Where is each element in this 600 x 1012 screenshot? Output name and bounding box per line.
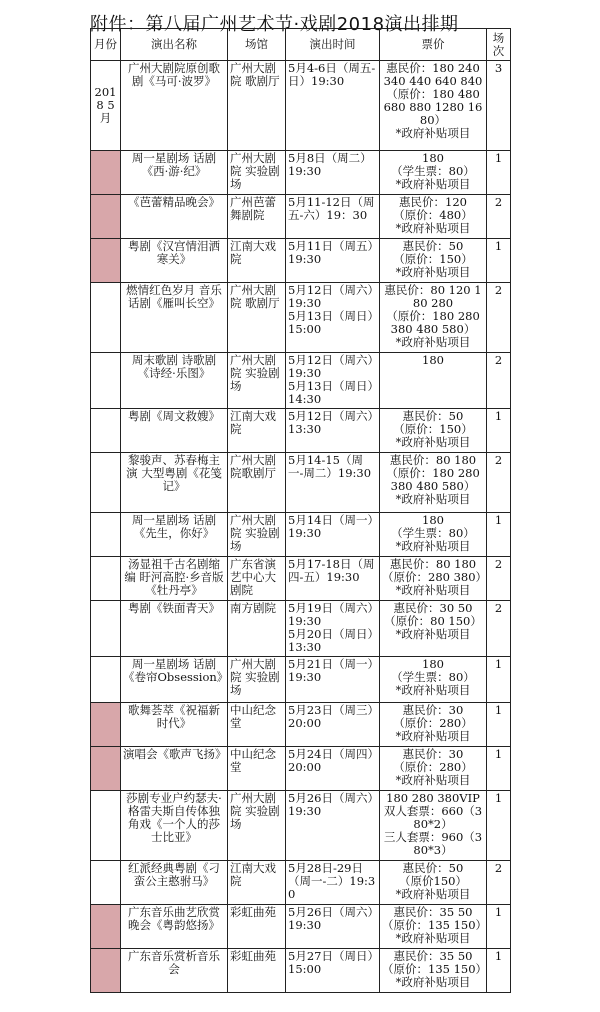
show-name-cell: 周一星剧场 话剧《先生，你好》 (121, 513, 228, 557)
show-name-cell: 粤剧《周文救嫂》 (121, 409, 228, 453)
header-venue: 场馆 (228, 29, 286, 61)
cell-line: *政府补贴项目 (395, 773, 471, 787)
cell-line: （原价：480） (393, 208, 473, 222)
time-cell (286, 195, 380, 239)
cell-line: 惠民价：35 50 (393, 949, 473, 963)
time-cell (286, 513, 380, 557)
schedule-table (90, 28, 511, 993)
show-name-cell: 黎骏声、苏春梅主演 大型粤剧《花笺记》 (121, 453, 228, 513)
venue-cell: 广州大剧院 实验剧场 (228, 151, 286, 195)
cell-line: 惠民价：50 (402, 409, 464, 423)
cell-line: 惠民价：80 120 180 280 (384, 283, 482, 310)
price-cell (380, 151, 487, 195)
cell-line: *政府补贴项目 (395, 683, 471, 697)
time-cell (286, 657, 380, 703)
cell-line: （原价：180 480 680 880 1280 1680） (383, 87, 483, 127)
show-name-cell: 《芭蕾精品晚会》 (121, 195, 228, 239)
table-row (91, 453, 511, 513)
time-cell (286, 601, 380, 657)
cell-line: 双人套票：660（380*2） (383, 804, 483, 831)
cell-line: 5月11日（周五）19:30 (288, 239, 374, 266)
cell-line: 5月13日（周日）15:00 (288, 309, 374, 336)
show-name-cell: 歌舞荟萃《祝福新时代》 (121, 703, 228, 747)
cell-line: 5月28日-29日（周一-二）19:30 (288, 861, 376, 901)
price-cell (380, 747, 487, 791)
venue-cell: 江南大戏院 (228, 239, 286, 283)
cell-line: *政府补贴项目 (395, 583, 471, 597)
time-cell (286, 283, 380, 353)
cell-line: 5月27日（周日）15:00 (288, 949, 374, 976)
cell-line: 5月26日（周六）19:30 (288, 905, 374, 932)
table-row (91, 151, 511, 195)
cell-line: 5月26日（周六）19:30 (288, 791, 374, 818)
table-row (91, 905, 511, 949)
month-cell (91, 353, 121, 409)
cell-line: 180 (422, 657, 444, 671)
table-row (91, 353, 511, 409)
venue-cell: 彩虹曲苑 (228, 905, 286, 949)
cell-line: （学生票：80） (391, 526, 475, 540)
show-name-cell: 广东音乐曲艺欣赏晚会《粤韵悠扬》 (121, 905, 228, 949)
time-cell (286, 409, 380, 453)
month-cell (91, 453, 121, 513)
venue-cell: 广州大剧院 歌剧厅 (228, 283, 286, 353)
cell-line: （原价：80 150） (384, 614, 482, 628)
show-name-cell: 莎剧专业户约瑟夫·格雷夫斯自传体独角戏《一个人的莎士比亚》 (121, 791, 228, 861)
cell-line: 180 (422, 353, 444, 367)
count-cell: 2 (487, 557, 511, 601)
month-cell (91, 557, 121, 601)
cell-line: （原价：280） (393, 760, 473, 774)
table-row (91, 557, 511, 601)
price-cell (380, 409, 487, 453)
show-name-cell: 周一星剧场 话剧《卷帘Obsession》 (121, 657, 228, 703)
header-count: 场次 (487, 29, 511, 61)
price-cell (380, 601, 487, 657)
month-cell (91, 657, 121, 703)
venue-cell: 广东省演艺中心大剧院 (228, 557, 286, 601)
price-cell (380, 861, 487, 905)
cell-line: （原价：135 150） (382, 962, 488, 976)
price-cell (380, 949, 487, 993)
table-row (91, 657, 511, 703)
venue-cell: 中山纪念堂 (228, 747, 286, 791)
month-cell (91, 791, 121, 861)
cell-line: （学生票：80） (391, 670, 475, 684)
show-name-cell: 周末歌剧 诗歌剧《诗经·乐图》 (121, 353, 228, 409)
cell-line: *政府补贴项目 (395, 492, 471, 506)
month-cell (91, 513, 121, 557)
cell-line: 惠民价：80 180 (389, 557, 477, 571)
month-cell (91, 409, 121, 453)
time-cell (286, 791, 380, 861)
cell-line: *政府补贴项目 (395, 435, 471, 449)
cell-line: 5月23日（周三）20:00 (288, 703, 374, 730)
cell-line: （原价150） (399, 874, 467, 888)
price-cell (380, 557, 487, 601)
table-row (91, 703, 511, 747)
price-cell (380, 657, 487, 703)
cell-line: *政府补贴项目 (395, 265, 471, 279)
venue-cell: 广州大剧院 实验剧场 (228, 791, 286, 861)
count-cell: 2 (487, 453, 511, 513)
count-cell: 1 (487, 905, 511, 949)
table-row (91, 513, 511, 557)
table-row (91, 791, 511, 861)
table-row (91, 283, 511, 353)
venue-cell: 中山纪念堂 (228, 703, 286, 747)
cell-line: （原价：180 280 380 480 580） (386, 309, 480, 336)
cell-line: 5月12日（周六）19:30 (288, 353, 374, 380)
venue-cell: 彩虹曲苑 (228, 949, 286, 993)
show-name-cell: 演唱会《歌声飞扬》 (121, 747, 228, 791)
venue-cell: 广州大剧院 实验剧场 (228, 513, 286, 557)
cell-line: 惠民价：50 (402, 239, 464, 253)
month-cell (91, 239, 121, 283)
month-cell (91, 905, 121, 949)
cell-line: *政府补贴项目 (395, 627, 471, 641)
count-cell: 1 (487, 949, 511, 993)
cell-line: *政府补贴项目 (395, 887, 471, 901)
cell-line: （学生票：80） (391, 164, 475, 178)
venue-cell: 广州大剧院歌剧厅 (228, 453, 286, 513)
cell-line: 5月11-12日（周五-六）19：30 (288, 195, 375, 222)
cell-line: （原价：150） (393, 422, 473, 436)
venue-cell: 广州大剧院 实验剧场 (228, 657, 286, 703)
time-cell (286, 61, 380, 151)
count-cell: 1 (487, 703, 511, 747)
show-name-cell: 粤剧《铁面青天》 (121, 601, 228, 657)
count-cell: 1 (487, 513, 511, 557)
cell-line: 5月4-6日（周五-日）19:30 (288, 61, 376, 88)
count-cell: 2 (487, 861, 511, 905)
show-name-cell: 汤显祖千古名剧缩编 盱河高腔·乡音版《牡丹亭》 (121, 557, 228, 601)
price-cell (380, 283, 487, 353)
cell-line: 180 (422, 151, 444, 165)
cell-line: 5月13日（周日）14:30 (288, 379, 374, 406)
price-cell (380, 453, 487, 513)
venue-cell: 广州大剧院 歌剧厅 (228, 61, 286, 151)
header-time: 演出时间 (286, 29, 380, 61)
month-cell (91, 283, 121, 353)
count-cell: 1 (487, 657, 511, 703)
cell-line: 5月20日（周日）13:30 (288, 627, 374, 654)
count-cell: 1 (487, 151, 511, 195)
table-row (91, 239, 511, 283)
count-cell: 2 (487, 601, 511, 657)
table-row (91, 195, 511, 239)
show-name-cell: 周一星剧场 话剧《西·游·纪》 (121, 151, 228, 195)
cell-line: 惠民价：30 (402, 703, 464, 717)
cell-line: 惠民价：50 (402, 861, 464, 875)
time-cell (286, 151, 380, 195)
cell-line: （原价：280 380） (382, 570, 488, 584)
cell-line: 5月12日（周六）13:30 (288, 409, 374, 436)
cell-line: 180 (422, 513, 444, 527)
time-cell (286, 239, 380, 283)
count-cell: 1 (487, 747, 511, 791)
venue-cell: 江南大戏院 (228, 861, 286, 905)
cell-line: 惠民价：80 180 (389, 453, 477, 467)
price-cell (380, 239, 487, 283)
show-name-cell: 燃情红色岁月 音乐话剧《雁叫长空》 (121, 283, 228, 353)
header-row (91, 29, 511, 61)
month-cell (91, 703, 121, 747)
time-cell (286, 353, 380, 409)
table-row (91, 861, 511, 905)
time-cell (286, 557, 380, 601)
month-cell: 2018 5月 (91, 61, 121, 151)
venue-cell: 江南大戏院 (228, 409, 286, 453)
show-name-cell: 广东音乐赏析音乐会 (121, 949, 228, 993)
price-cell (380, 513, 487, 557)
cell-line: 5月17-18日（周四-五）19:30 (288, 557, 375, 584)
time-cell (286, 453, 380, 513)
cell-line: *政府补贴项目 (395, 221, 471, 235)
count-cell: 3 (487, 61, 511, 151)
cell-line: 惠民价：120 (399, 195, 467, 209)
cell-line: 5月19日（周六）19:30 (288, 601, 374, 628)
price-cell (380, 195, 487, 239)
price-cell (380, 61, 487, 151)
cell-line: 三人套票：960（380*3） (383, 830, 483, 857)
cell-line: 惠民价：30 (402, 747, 464, 761)
month-cell (91, 151, 121, 195)
show-name-cell: 红派经典粤剧《刁蛮公主憨驸马》 (121, 861, 228, 905)
table-row (91, 949, 511, 993)
cell-line: *政府补贴项目 (395, 539, 471, 553)
cell-line: 180 280 380VIP (386, 791, 480, 805)
price-cell (380, 905, 487, 949)
count-cell: 1 (487, 239, 511, 283)
table-row (91, 601, 511, 657)
cell-line: （原价：135 150） (382, 918, 488, 932)
count-cell: 2 (487, 283, 511, 353)
header-name: 演出名称 (121, 29, 228, 61)
count-cell: 2 (487, 353, 511, 409)
month-cell (91, 861, 121, 905)
month-cell (91, 747, 121, 791)
time-cell (286, 905, 380, 949)
count-cell: 1 (487, 409, 511, 453)
cell-line: *政府补贴项目 (395, 975, 471, 989)
cell-line: 5月24日（周四）20:00 (288, 747, 374, 774)
table-row (91, 61, 511, 151)
price-cell (380, 353, 487, 409)
cell-line: 惠民价：180 240 340 440 640 840 (383, 61, 483, 88)
price-cell (380, 791, 487, 861)
time-cell (286, 747, 380, 791)
page-title: 附件：第八届广州艺术节·戏剧2018演出排期 (90, 14, 459, 35)
month-cell (91, 601, 121, 657)
venue-cell: 南方剧院 (228, 601, 286, 657)
price-cell (380, 703, 487, 747)
venue-cell: 广州大剧院 实验剧场 (228, 353, 286, 409)
show-name-cell: 粤剧《汉宫情泪洒寒关》 (121, 239, 228, 283)
cell-line: （原价：280） (393, 716, 473, 730)
cell-line: （原价：180 280 380 480 580） (386, 466, 480, 493)
cell-line: *政府补贴项目 (395, 177, 471, 191)
venue-cell: 广州芭蕾舞剧院 (228, 195, 286, 239)
cell-line: 5月12日（周六）19:30 (288, 283, 374, 310)
cell-line: *政府补贴项目 (395, 931, 471, 945)
header-price: 票价 (380, 29, 487, 61)
count-cell: 1 (487, 791, 511, 861)
cell-line: 5月8日（周二）19:30 (288, 151, 372, 178)
cell-line: 5月21日（周一）19:30 (288, 657, 374, 684)
month-cell (91, 949, 121, 993)
month-cell (91, 195, 121, 239)
count-cell: 2 (487, 195, 511, 239)
cell-line: 惠民价：35 50 (393, 905, 473, 919)
time-cell (286, 949, 380, 993)
header-month: 月份 (91, 29, 121, 61)
cell-line: 5月14-15（周一-周二）19:30 (288, 453, 372, 480)
cell-line: 惠民价：30 50 (393, 601, 473, 615)
cell-line: 5月14日（周一）19:30 (288, 513, 374, 540)
cell-line: （原价：150） (393, 252, 473, 266)
table-row (91, 409, 511, 453)
time-cell (286, 703, 380, 747)
cell-line: *政府补贴项目 (395, 335, 471, 349)
cell-line: *政府补贴项目 (395, 729, 471, 743)
table-row (91, 747, 511, 791)
time-cell (286, 861, 380, 905)
show-name-cell: 广州大剧院原创歌剧《马可·波罗》 (121, 61, 228, 151)
cell-line: *政府补贴项目 (395, 126, 471, 140)
